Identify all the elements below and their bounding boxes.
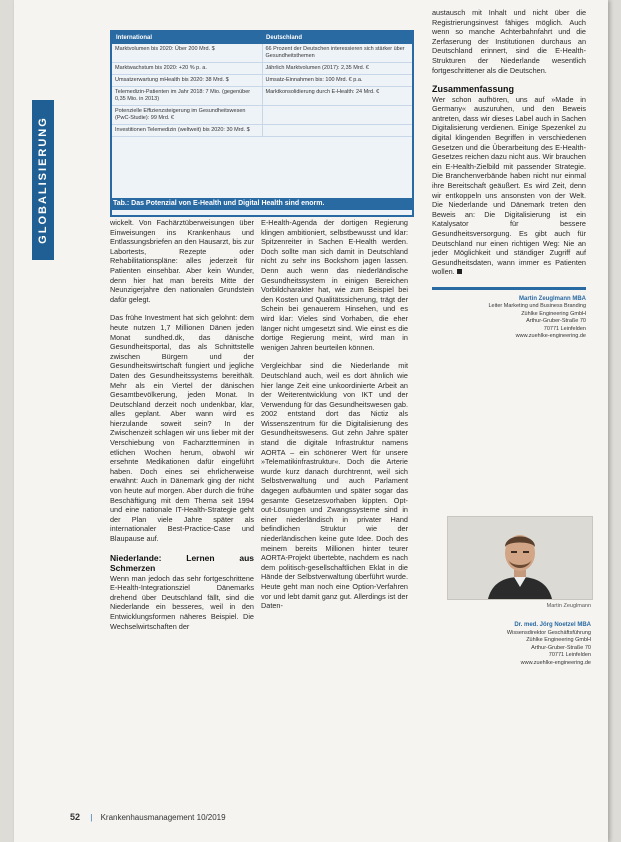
author-line: Arthur-Gruber-Straße 70	[531, 644, 591, 651]
author-line: 70771 Leinfelden	[548, 652, 591, 658]
author-bio-2	[447, 622, 591, 667]
author-bio-1	[432, 296, 586, 341]
table-header-deutschland: Deutschland	[266, 35, 303, 41]
table-row	[112, 87, 412, 106]
table-row	[112, 44, 412, 63]
table-cell: Umsatzerwartung mHealth bis 2020: 38 Mrd. $	[112, 75, 263, 86]
divider	[432, 287, 586, 290]
author-photo	[447, 516, 593, 600]
paragraph: Wenn man jedoch das sehr fortgeschrittene E-Health-Integrationsziel Dänemarks drehend über Deutschland fällt, sind die Niederlande ein besseres, weil in den Entwicklungsformen näheres Beispiel. Die Wechselwirtschaften der	[110, 573, 254, 631]
magazine-page	[14, 0, 608, 842]
author-line: Zühlke Engineering GmbH	[526, 637, 591, 643]
paragraph: Das frühe Investment hat sich gelohnt: dem heute nutzen 1,7 Millionen Dänen jeden Monat sundhed.dk, das dänische Gesundheitsportal, das als Schnittstelle zwischen Bürgern und der Gesundheitswirtschaft fungiert und jegliche Daten des Gesundheitssystems bereithält. Mehr als ein Viertel der dänischen Gesamtbevölkerung, jeden Monat. In Deutschland derzeit noch undenkbar, klar, alles geplant. Aber wann wird es hierzulande soweit sein? In der Zwischenzeit schlagen wir uns lieber mit der Verschiebung von Facharztterminen in etlichen Wochen herum, obwohl wir ersehnte Medikationen dafür eingeführt haben. Doch eines sei ehrlicherweise erwähnt: Auch in Dänemark ging der nicht von heute auf morgen. Aber durch die frühe Beschäftigung mit dem Thema seit 1994 und eine nationale IT-Health-Strategie geht der Plan viele Jahre später als internationaler Best-Practice-Case und Blaupause auf.	[110, 313, 254, 543]
table-cell: Investitionen Telemedizin (weltweit) bis 2020: 30 Mrd. $	[112, 125, 263, 136]
author-line: Arthur-Gruber-Straße 70	[526, 318, 586, 325]
paragraph: austausch mit Inhalt und nicht über die Registrierungsinvest fähiges möglich. Auch wenn so manche Achterbahnfahrt und die Zerfaserung der Institutionen durchaus an Deutschland erinnert, sind die E-Health-Strukturen der Niederlande wesentlich fortgeschrittener als die Deutschen.	[432, 8, 586, 75]
table-cell: Telemedizin-Patienten im Jahr 2018: 7 Mio. (gegenüber 0,35 Mio. in 2013)	[112, 87, 263, 105]
table-cell: 66 Prozent der Deutschen interessieren sich stärker über Gesundheitsthemen	[265, 46, 405, 59]
table-cell: Potenzielle Effizienzsteigerung im Gesundheitswesen (PwC-Studie): 99 Mrd. €	[112, 106, 263, 124]
author-email: www.zuehlke-engineering.de	[520, 659, 591, 666]
subheading: Niederlande: Lernen aus Schmerzen	[110, 552, 254, 574]
portrait-image	[448, 517, 592, 599]
table-cell: Marktwachstum bis 2020: +20 % p. a.	[112, 63, 263, 74]
summary-heading: Zusammenfassung	[432, 84, 515, 95]
article-column-1	[110, 218, 254, 640]
table-cell: Umsatz-Einnahmen bis: 100 Mrd. € p.a.	[265, 77, 363, 83]
table-cell: Marktvolumen bis 2020: Über 200 Mrd. $	[112, 44, 263, 62]
author-line: 70771 Leinfelden	[543, 325, 586, 332]
article-column-3	[432, 8, 586, 341]
summary-text: Wer schon aufhören, uns auf »Made in Germany« auszuruhen, und den Beweis antreten, dass wir dieses Label auch in Sachen Digitalisierung verdienen. Einige Spezenkel zu digital klingenden Begriffen in verschiedenen Gesetzen und die Überarbeitung des E-Health-Gesetzes reichen dazu nicht aus. Wir brauchen ein E-Health-Zielbild mit passender Strategie. Die Branchenverbände haben nicht nur einmal ihre Bereitschaft geäußert. Es wird Zeit, denn wir entkoppeln uns ansonsten von der Welt. Die Niederlande und Dänemark treten den Beweis an: Die Digitalisierung ist ein Katalysator für bessere Gesundheitsversorgung. Es gibt auch für Deutschland nur einen richtigen Weg: Nie an jeder Möglichkeit und ständiger Zugriff auf Gesundheitsdaten, wann immer es Patienten wollen.	[432, 94, 586, 277]
author-line: Zühlke Engineering GmbH	[521, 310, 586, 317]
photo-caption: Martin Zeuglmann	[546, 603, 591, 609]
page-footer	[70, 812, 226, 822]
table-row	[112, 75, 412, 87]
author-name: Martin Zeuglmann MBA	[519, 295, 586, 302]
table-cell: Marktkonsolidierung durch E-Health: 24 Mrd. €	[265, 89, 380, 95]
table-cell: Jährlich Marktvolumen (2017): 2,35 Mrd. €	[265, 65, 369, 71]
table-header	[112, 32, 412, 44]
paragraph: Vergleichbar sind die Niederlande mit Deutschland auch, weil es dort ähnlich wie hier lange Zeit eine unkoordinierte Arbeit an der Weiterentwicklung von IKT und der Verwendung für das Gesundheitswesen gab. 2002 entstand dort das Nictiz als Wissenszentrum für die Digitalisierung des Gesundheitswesens. Gut zehn Jahre später stand die digitale Infrastruktur namens AORTA – ein schönerer Wert für unsere »Telematikinfrastruktur«. Doch die Arterie wurde kurz danach durchtrennt, weil sich Selbstverwaltung und auch Parlament dagegen aufbäumten und später sogar das gesamte Gesetzesvorhaben kippten. Opt-out-Lösungen und Zwangssysteme sind in einer niederländisch in privater Hand befindlichen Struktur wie der niederländischen keine gute Idee. Doch des meinem bereits Millionen hinter teurer AORTA-Projekt übertebte, nachdem es nach dem politisch-gesellschaftlichen Eklat in die Hände der Selbstverwaltung überführt wurde. Heute geht man noch eine Option-Verfahren vor und lebt damit ganz gut. Allerdings ist der Daten-	[261, 361, 408, 611]
table-cell	[263, 125, 413, 136]
end-mark-icon	[457, 269, 462, 274]
footer-separator: |	[90, 813, 93, 822]
author-line: Leiter Marketing und Business Branding	[488, 303, 586, 310]
data-table	[110, 30, 414, 217]
author-line: Wissensdirektor Geschäftsführung	[506, 629, 591, 636]
section-tab-label: GLOBALISIERUNG	[37, 116, 49, 244]
article-column-2	[261, 218, 408, 620]
table-row	[112, 125, 412, 137]
table-cell	[263, 106, 413, 124]
table-row	[112, 63, 412, 75]
table-caption: Tab.: Das Potenzial von E-Health und Digital Health sind enorm.	[110, 198, 414, 210]
journal-name: Krankenhausmanagement 10/2019	[100, 813, 226, 822]
page-number: 52	[70, 812, 81, 822]
table-header-international: International	[116, 35, 153, 41]
paragraph: wickelt. Von Fachärztüberweisungen über Einweisungen ins Krankenhaus und Entlassungsbriefen an den Hausarzt, bis zur Labortests, Rezepte oder Rehabilitationspläne: alles jederzeit für Patienten einsehbar. Aber kein Wunder, denn hier hat man bereits Mitte der Neunzigerjahre den nationalen Grundstein dafür gelegt.	[110, 218, 254, 304]
author-name: Dr. med. Jörg Noetzel MBA	[514, 622, 591, 628]
table-row	[112, 106, 412, 125]
paragraph	[432, 95, 586, 277]
section-tab	[32, 100, 54, 260]
paragraph: E-Health-Agenda der dortigen Regierung klingen ambitioniert, selbstbewusst und klar: Spitzenreiter in Sachen E-Health werden. Doch sollte man sich damit in Deutschland nicht zu sehr ins Bockshorn jagen lassen. Denn auch wenn das niederländische Gesundheitssystem in einigen Bereichen Vorbildcharakter hat, wie zum Beispiel bei den Kosten und Qualitätssicherung, trägt der Schein bei genauerem Hinsehen, und es wird klar: Vieles sind Vorhaben, die eher länger nicht umgesetzt sind. Wie einst es die dortige Regierung meint, wird man in wenigen Jahren beurteilen können.	[261, 218, 408, 352]
author-email: www.zuehlke-engineering.de	[515, 333, 586, 340]
